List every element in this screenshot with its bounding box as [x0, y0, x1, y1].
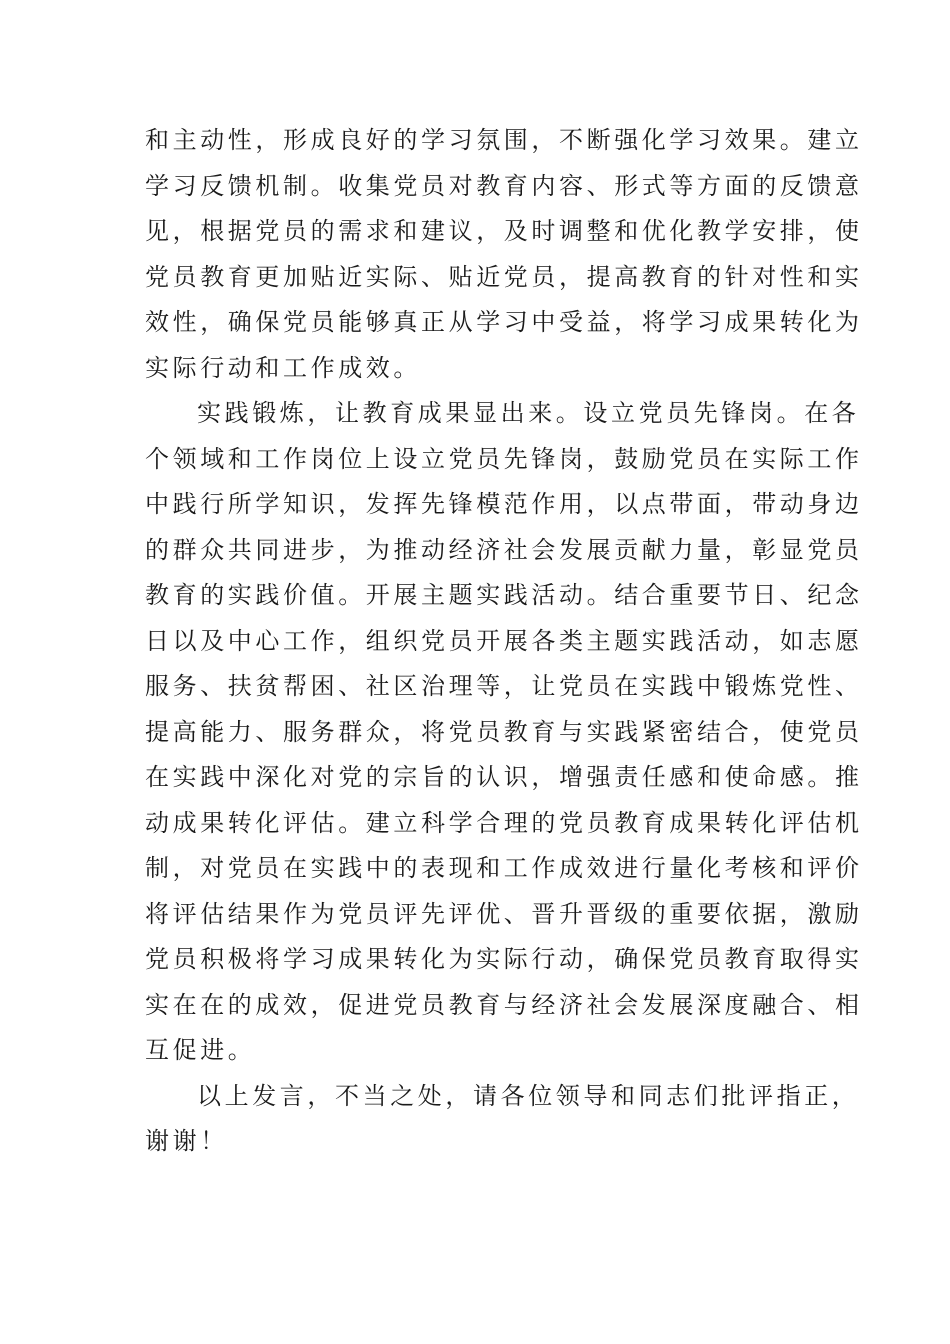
text-line: 实践锻炼，让教育成果显出来。设立党员先锋岗。在各: [197, 399, 860, 427]
text-line: 见，根据党员的需求和建议，及时调整和优化教学安排，使: [145, 217, 863, 245]
document-body: [145, 118, 863, 1165]
text-line: 党员积极将学习成果转化为实际行动，确保党员教育取得实: [145, 945, 863, 973]
text-line: 以上发言，不当之处，请各位领导和同志们批评指正，: [197, 1081, 860, 1110]
text-line: 实际行动和工作成效。: [145, 353, 421, 382]
text-line: 党员教育更加贴近实际、贴近党员，提高教育的针对性和实: [145, 262, 863, 291]
paragraph-2: [145, 391, 863, 1074]
text-line: 效性，确保党员能够真正从学习中受益，将学习成果转化为: [145, 308, 863, 336]
text-line: 制，对党员在实践中的表现和工作成效进行量化考核和评价: [145, 854, 863, 882]
text-line: 在实践中深化对党的宗旨的认识，增强责任感和使命感。推: [145, 763, 863, 791]
text-line: 实在在的成效，促进党员教育与经济社会发展深度融合、相: [145, 990, 863, 1019]
text-line: 中践行所学知识，发挥先锋模范作用，以点带面，带动身边: [145, 490, 863, 518]
text-line: 和主动性，形成良好的学习氛围，不断强化学习效果。建立: [145, 126, 863, 154]
text-line: 日以及中心工作，组织党员开展各类主题实践活动，如志愿: [145, 626, 863, 655]
text-line: 谢谢！: [145, 1127, 228, 1155]
text-line: 学习反馈机制。收集党员对教育内容、形式等方面的反馈意: [145, 171, 863, 200]
text-line: 的群众共同进步，为推动经济社会发展贡献力量，彰显党员: [145, 535, 863, 564]
text-line: 将评估结果作为党员评先评优、晋升晋级的重要依据，激励: [145, 899, 863, 928]
paragraph-3: [145, 1074, 860, 1165]
text-line: 动成果转化评估。建立科学合理的党员教育成果转化评估机: [145, 808, 863, 837]
text-line: 互促进。: [145, 1036, 256, 1064]
paragraph-1: [145, 118, 863, 391]
text-line: 提高能力、服务群众，将党员教育与实践紧密结合，使党员: [145, 717, 863, 746]
text-line: 服务、扶贫帮困、社区治理等，让党员在实践中锻炼党性、: [145, 672, 863, 700]
text-line: 教育的实践价值。开展主题实践活动。结合重要节日、纪念: [145, 581, 863, 609]
text-line: 个领域和工作岗位上设立党员先锋岗，鼓励党员在实际工作: [145, 444, 863, 473]
